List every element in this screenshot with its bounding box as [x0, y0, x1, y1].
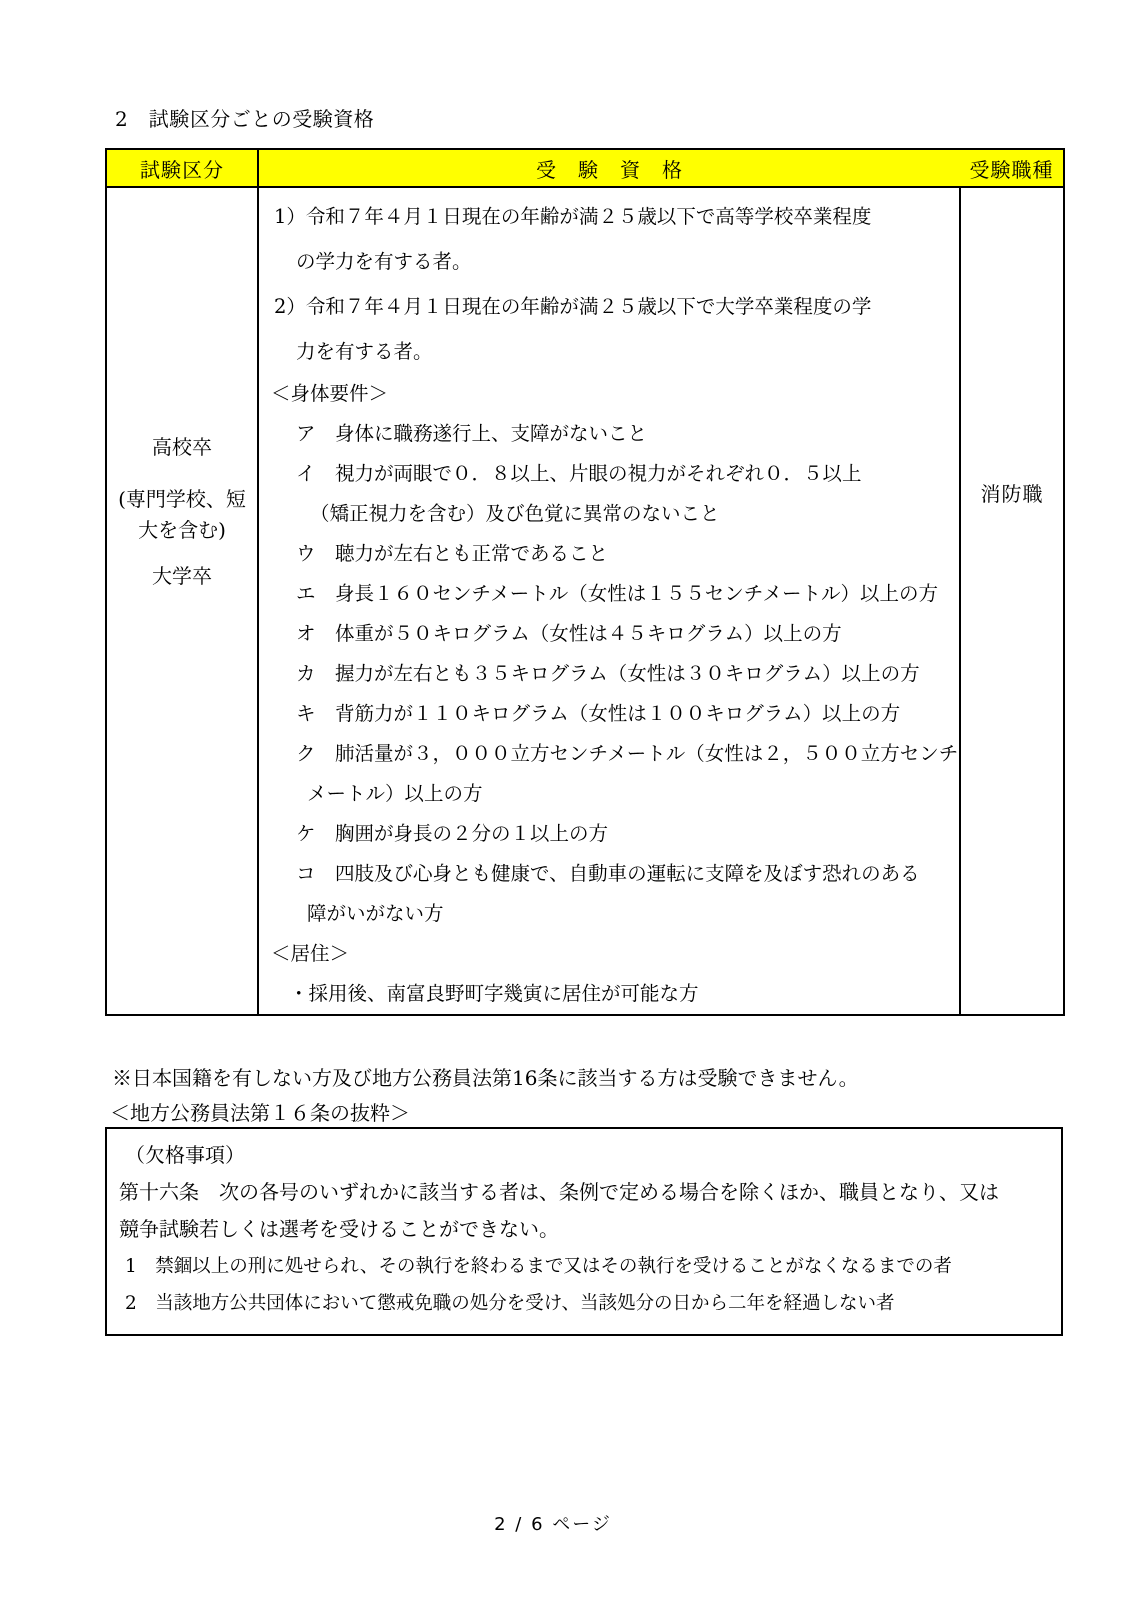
qualification-line: エ 身長１６０センチメートル（女性は１５５センチメートル）以上の方	[296, 582, 938, 605]
qualification-line: ウ 聴力が左右とも正常であること	[296, 542, 609, 565]
table-header-job-type: 受験職種	[960, 149, 1064, 187]
law-line: 第十六条 次の各号のいずれかに該当する者は、条例で定める場合を除くほか、職員となり、又は	[119, 1180, 999, 1204]
qualification-line: ケ 胸囲が身長の２分の１以上の方	[296, 822, 609, 845]
qualification-cell	[258, 187, 960, 1015]
law-excerpt-title: ＜地方公務員法第１６条の抜粋＞	[110, 1101, 410, 1125]
law-line: 2 当該地方公共団体において懲戒免職の処分を受け、当該処分の日から二年を経過しない者	[125, 1293, 895, 1314]
table-header-category: 試験区分	[106, 149, 258, 187]
job-type-cell	[960, 187, 1064, 1015]
category-line: (専門学校、短	[118, 487, 246, 511]
table-header-qualification: 受 験 資 格	[258, 149, 960, 187]
nationality-note: ※日本国籍を有しない方及び地方公務員法第16条に該当する方は受験できません。	[112, 1066, 859, 1090]
qualification-line: ク 肺活量が３，０００立方センチメートル（女性は２，５００立方センチ	[296, 742, 959, 765]
category-line: 大を含む)	[138, 518, 226, 542]
qualification-line: メートル）以上の方	[307, 782, 483, 805]
qualification-line: オ 体重が５０キログラム（女性は４５キログラム）以上の方	[296, 622, 842, 645]
qualification-line: ア 身体に職務遂行上、支障がないこと	[296, 422, 648, 445]
table-body-row	[106, 187, 1064, 1015]
qualification-line: コ 四肢及び心身とも健康で、自動車の運転に支障を及ぼす恐れのある	[296, 862, 920, 885]
table-header-row	[106, 149, 1064, 187]
qualification-line: 力を有する者。	[296, 340, 433, 363]
qualification-line: イ 視力が両眼で０．８以上、片眼の視力がそれぞれ０．５以上	[296, 462, 862, 485]
job-type-label: 消防職	[980, 482, 1044, 506]
category-cell	[106, 187, 258, 1015]
law-line: （欠格事項）	[125, 1143, 245, 1167]
law-line: 競争試験若しくは選考を受けることができない。	[119, 1217, 559, 1241]
law-excerpt-box	[105, 1127, 1063, 1336]
category-line: 大学卒	[152, 564, 212, 588]
qualification-line: （矯正視力を含む）及び色覚に異常のないこと	[310, 502, 720, 525]
section-heading: 2 試験区分ごとの受験資格	[115, 107, 375, 131]
qualification-line: の学力を有する者。	[296, 250, 472, 273]
law-line: 1 禁錮以上の刑に処せられ、その執行を終わるまで又はその執行を受けることがなくなるまでの者	[125, 1256, 952, 1277]
qualification-line: 障がいがない方	[307, 902, 444, 925]
category-line: 高校卒	[152, 435, 212, 459]
qualification-line: 2）令和７年４月１日現在の年齢が満２５歳以下で大学卒業程度の学	[274, 295, 872, 318]
qualification-line: キ 背筋力が１１０キログラム（女性は１００キログラム）以上の方	[296, 702, 901, 725]
qualification-line: ・採用後、南富良野町字幾寅に居住が可能な方	[289, 982, 699, 1005]
qualification-line: カ 握力が左右とも３５キログラム（女性は３０キログラム）以上の方	[296, 662, 920, 685]
qualification-line: ＜身体要件＞	[271, 382, 389, 405]
qualification-line: 1）令和７年４月１日現在の年齢が満２５歳以下で高等学校卒業程度	[274, 205, 872, 228]
qualification-line: ＜居住＞	[271, 942, 350, 965]
page-number: 2 / 6 ページ	[494, 1514, 612, 1535]
eligibility-table	[105, 148, 1065, 1016]
